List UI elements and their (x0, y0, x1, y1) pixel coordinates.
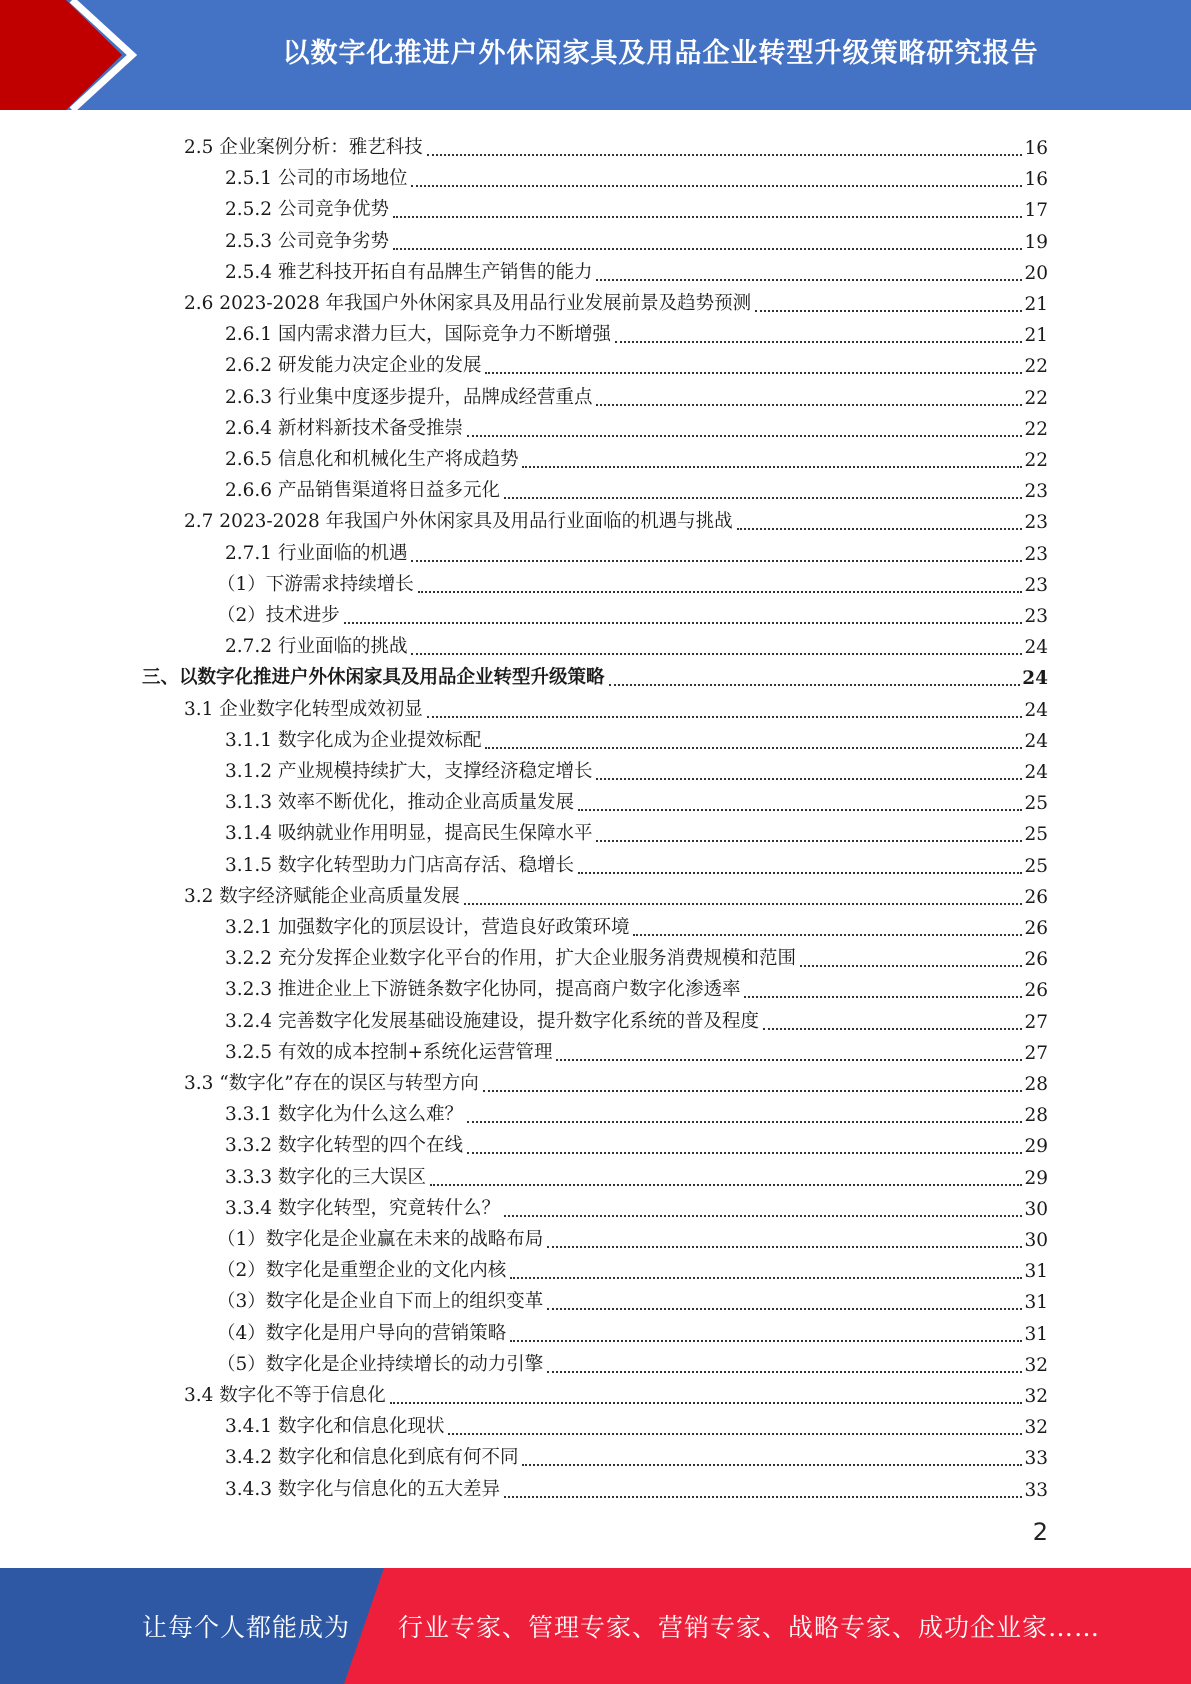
toc-entry-title: 2.5.3 公司竞争劣势 (225, 230, 389, 252)
toc-entry-title: 2.6.2 研发能力决定企业的发展 (225, 355, 482, 377)
toc-dot-leader (427, 134, 1023, 156)
toc-dot-leader (411, 633, 1022, 655)
toc-dot-leader (744, 976, 1022, 998)
toc-entry-page: 32 (1024, 1386, 1048, 1407)
toc-entry-page: 29 (1024, 1167, 1048, 1189)
toc-dot-leader (522, 1444, 1022, 1466)
toc-entry[interactable] (225, 534, 1048, 565)
toc-entry[interactable] (217, 1251, 1048, 1282)
toc-dot-leader (596, 820, 1022, 842)
toc-entry[interactable] (225, 1002, 1048, 1033)
toc-dot-leader (467, 1101, 1022, 1123)
toc-dot-leader (504, 1476, 1022, 1498)
toc-entry-title: （1）数字化是企业赢在未来的战略布局 (217, 1229, 544, 1250)
toc-entry-page: 23 (1024, 606, 1048, 627)
footer-slogan-left: 让每个人都能成为 (142, 1613, 351, 1642)
toc-dot-leader (411, 165, 1022, 187)
toc-entry-page: 31 (1024, 1323, 1048, 1345)
toc-entry-title: 2.5.4 雅艺科技开拓自有品牌生产销售的能力 (225, 261, 593, 283)
toc-entry-page: 22 (1024, 418, 1048, 440)
toc-entry[interactable] (225, 814, 1048, 845)
toc-entry[interactable] (217, 1314, 1048, 1345)
toc-entry-title: 2.7.1 行业面临的机遇 (225, 542, 408, 564)
toc-entry-title: 3.4.1 数字化和信息化现状 (225, 1416, 445, 1438)
toc-entry-title: （5）数字化是企业持续增长的动力引擎 (217, 1353, 544, 1375)
toc-dot-leader (344, 602, 1023, 624)
toc-entry-page: 25 (1024, 855, 1048, 877)
toc-entry-title: 2.5 企业案例分析：雅艺科技 (184, 137, 423, 158)
toc-dot-leader (633, 914, 1022, 936)
page-header (0, 0, 1191, 110)
toc-entry-title: 2.6.6 产品销售渠道将日益多元化 (225, 480, 500, 502)
toc-dot-leader (504, 1195, 1022, 1217)
toc-entry-page: 25 (1024, 793, 1048, 815)
toc-entry[interactable] (225, 783, 1048, 814)
toc-dot-leader (483, 1070, 1023, 1092)
toc-entry-page: 31 (1024, 1261, 1048, 1283)
toc-entry[interactable] (225, 253, 1048, 284)
toc-dot-leader (430, 1164, 1022, 1186)
toc-entry-page: 23 (1024, 574, 1048, 596)
toc-entry[interactable] (225, 1470, 1048, 1501)
toc-entry-title: 3.1.3 效率不断优化，推动企业高质量发展 (225, 792, 574, 814)
toc-entry-title: （1）下游需求持续增长 (217, 573, 414, 595)
toc-entry-page: 22 (1024, 387, 1048, 409)
toc-entry[interactable] (225, 721, 1048, 752)
toc-dot-leader (510, 1257, 1022, 1279)
toc-entry-page: 25 (1024, 824, 1048, 846)
toc-entry-page: 24 (1022, 668, 1048, 690)
toc-entry-page: 26 (1024, 918, 1048, 939)
toc-entry[interactable] (184, 877, 1048, 908)
toc-dot-leader (763, 1008, 1022, 1030)
toc-entry[interactable] (225, 1033, 1048, 1064)
toc-entry[interactable] (225, 409, 1048, 440)
report-title: 以数字化推进户外休闲家具及用品企业转型升级策略研究报告 (282, 37, 1039, 69)
toc-entry[interactable] (225, 970, 1048, 1001)
toc-dot-leader (393, 196, 1022, 218)
toc-entry-title: 3.2.5 有效的成本控制+系统化运营管理 (225, 1041, 553, 1063)
toc-entry-page: 27 (1024, 1042, 1048, 1064)
toc-entry-title: （4）数字化是用户导向的营销策略 (217, 1322, 507, 1344)
toc-dot-leader (547, 1288, 1022, 1310)
toc-entry-title: 3.2.2 充分发挥企业数字化平台的作用，扩大企业服务消费规模和范围 (225, 948, 796, 970)
toc-entry[interactable] (225, 190, 1048, 221)
toc-entry[interactable] (184, 1376, 1048, 1407)
toc-entry-page: 16 (1024, 169, 1048, 191)
toc-dot-leader (393, 228, 1022, 250)
toc-dot-leader (448, 1413, 1022, 1435)
toc-dot-leader (522, 446, 1022, 468)
toc-entry[interactable] (225, 346, 1048, 377)
toc-entry[interactable] (225, 1158, 1048, 1189)
toc-dot-leader (615, 321, 1022, 343)
toc-entry-title: 3.3.4 数字化转型，究竟转什么？ (225, 1197, 500, 1219)
toc-entry-page: 22 (1024, 356, 1048, 378)
toc-entry-page: 26 (1024, 949, 1048, 971)
toc-entry-page: 19 (1024, 231, 1048, 253)
toc-dot-leader (800, 945, 1022, 967)
toc-dot-leader (427, 696, 1023, 718)
toc-dot-leader (609, 664, 1021, 686)
toc-entry-page: 23 (1024, 512, 1048, 534)
toc-entry-title: 3.1.5 数字化转型助力门店高存活、稳增长 (225, 854, 574, 876)
toc-entry-page: 24 (1024, 762, 1048, 783)
toc-entry-title: 3.4.3 数字化与信息化的五大差异 (225, 1478, 500, 1500)
toc-entry-title: 2.5.1 公司的市场地位 (225, 168, 408, 190)
toc-entry-title: 3.1 企业数字化转型成效初显 (184, 698, 423, 720)
toc-entry-page: 32 (1024, 1354, 1048, 1376)
toc-entry[interactable] (184, 128, 1048, 159)
toc-entry-title: 2.7 2023-2028 年我国户外休闲家具及用品行业面临的机遇与挑战 (184, 511, 733, 533)
toc-entry[interactable] (225, 378, 1048, 409)
toc-entry[interactable] (225, 627, 1048, 658)
toc-entry-page: 22 (1024, 450, 1048, 471)
toc-entry-page: 28 (1024, 1105, 1048, 1127)
toc-entry-title: 3.1.1 数字化成为企业提效标配 (225, 729, 482, 751)
toc-entry-title: 3.3.2 数字化转型的四个在线 (225, 1135, 463, 1157)
toc-entry[interactable] (225, 1438, 1048, 1469)
toc-entry[interactable] (225, 1407, 1048, 1438)
toc-dot-leader (467, 415, 1022, 437)
toc-dot-leader (578, 789, 1022, 811)
toc-entry-page: 32 (1024, 1417, 1048, 1439)
toc-entry-title: 3.2.3 推进企业上下游链条数字化协同，提高商户数字化渗透率 (225, 979, 741, 1001)
toc-entry[interactable] (225, 159, 1048, 190)
toc-entry-page: 21 (1024, 325, 1048, 347)
toc-entry-page: 31 (1024, 1292, 1048, 1314)
toc-dot-leader (485, 352, 1022, 374)
toc-entry[interactable] (184, 284, 1048, 315)
footer-slogan-right: 行业专家、管理专家、营销专家、战略专家、成功企业家…… (398, 1613, 1101, 1642)
toc-entry[interactable] (184, 1064, 1048, 1095)
toc-dot-leader (578, 852, 1022, 874)
toc-entry[interactable] (184, 690, 1048, 721)
toc-entry[interactable] (225, 315, 1048, 346)
toc-entry-title: 3.3.1 数字化为什么这么难？ (225, 1104, 463, 1126)
toc-entry-page: 26 (1024, 980, 1048, 1002)
toc-entry-title: 3.4.2 数字化和信息化到底有何不同 (225, 1447, 519, 1469)
toc-entry-title: 3.2.1 加强数字化的顶层设计，营造良好政策环境 (225, 917, 630, 938)
toc-entry[interactable] (225, 1095, 1048, 1126)
toc-entry-page: 33 (1024, 1479, 1048, 1501)
toc-entry[interactable] (225, 908, 1048, 939)
toc-entry-page: 28 (1024, 1074, 1048, 1095)
toc-entry-page: 24 (1024, 730, 1048, 752)
toc-entry[interactable] (225, 440, 1048, 471)
toc-entry-title: 3.1.2 产业规模持续扩大，支撑经济稳定增长 (225, 761, 593, 782)
toc-entry-page: 21 (1024, 294, 1048, 315)
toc-entry[interactable] (217, 1282, 1048, 1313)
toc-entry[interactable] (225, 1189, 1048, 1220)
toc-entry-title: 3.4 数字化不等于信息化 (184, 1385, 386, 1406)
toc-entry[interactable] (225, 222, 1048, 253)
toc-entry[interactable] (225, 939, 1048, 970)
toc-entry[interactable] (217, 565, 1048, 596)
toc-entry-title: 2.6.4 新材料新技术备受推崇 (225, 417, 463, 439)
toc-dot-leader (418, 571, 1023, 593)
toc-entry-title: （3）数字化是企业自下而上的组织变革 (217, 1291, 544, 1313)
toc-entry[interactable] (217, 1220, 1048, 1251)
toc-entry-title: 2.6.5 信息化和机械化生产将成趋势 (225, 449, 519, 470)
toc-entry-page: 27 (1024, 1011, 1048, 1033)
toc-entry-title: （2）数字化是重塑企业的文化内核 (217, 1260, 507, 1282)
toc-entry-page: 20 (1024, 262, 1048, 284)
toc-entry-title: 2.7.2 行业面临的挑战 (225, 636, 408, 658)
toc-entry-page: 30 (1024, 1230, 1048, 1251)
toc-entry[interactable] (184, 502, 1048, 533)
toc-dot-leader (596, 758, 1022, 780)
toc-dot-leader (411, 540, 1022, 562)
toc-entry-title: 3.1.4 吸纳就业作用明显，提高民生保障水平 (225, 823, 593, 845)
toc-entry-title: （2）技术进步 (217, 605, 340, 626)
toc-dot-leader (547, 1226, 1022, 1248)
toc-entry[interactable] (142, 658, 1048, 689)
toc-dot-leader (485, 727, 1022, 749)
toc-entry-title: 2.6.1 国内需求潜力巨大，国际竞争力不断增强 (225, 324, 611, 346)
toc-dot-leader (467, 1132, 1022, 1154)
toc-entry-page: 16 (1024, 138, 1048, 159)
toc-entry-title: 3.2 数字经济赋能企业高质量发展 (184, 885, 460, 907)
toc-entry-title: 2.5.2 公司竞争优势 (225, 199, 389, 221)
toc-entry-page: 30 (1024, 1198, 1048, 1220)
toc-entry[interactable] (217, 1345, 1048, 1376)
toc-dot-leader (464, 883, 1023, 905)
toc-entry-page: 23 (1024, 481, 1048, 503)
toc-dot-leader (596, 259, 1022, 281)
toc-entry[interactable] (225, 471, 1048, 502)
toc-entry[interactable] (217, 596, 1048, 627)
toc-entry-page: 26 (1024, 886, 1048, 908)
toc-dot-leader (547, 1351, 1022, 1373)
toc-entry-page: 24 (1024, 699, 1048, 721)
toc-entry-title: 3.3 “数字化”存在的误区与转型方向 (184, 1073, 479, 1094)
toc-entry-page: 17 (1024, 200, 1048, 222)
toc-dot-leader (737, 508, 1023, 530)
toc-entry[interactable] (225, 1126, 1048, 1157)
toc-entry-title: 2.6.3 行业集中度逐步提升，品牌成经营重点 (225, 386, 593, 408)
page-number: 2 (1032, 1518, 1048, 1546)
toc-entry-page: 24 (1024, 637, 1048, 659)
toc-dot-leader (596, 384, 1022, 406)
toc-dot-leader (390, 1382, 1023, 1404)
toc-entry-title: 3.3.3 数字化的三大误区 (225, 1166, 426, 1188)
toc-dot-leader (556, 1039, 1022, 1061)
toc-entry-page: 29 (1024, 1136, 1048, 1158)
toc-dot-leader (755, 290, 1022, 312)
toc-entry-title: 2.6 2023-2028 年我国户外休闲家具及用品行业发展前景及趋势预测 (184, 293, 752, 314)
toc-entry-page: 33 (1024, 1448, 1048, 1470)
toc-entry[interactable] (225, 752, 1048, 783)
toc-entry[interactable] (225, 846, 1048, 877)
toc-entry-page: 23 (1024, 543, 1048, 565)
page-footer (0, 1568, 1191, 1684)
toc-entry-title: 3.2.4 完善数字化发展基础设施建设，提升数字化系统的普及程度 (225, 1010, 759, 1032)
toc-dot-leader (504, 477, 1022, 499)
toc-dot-leader (510, 1320, 1022, 1342)
toc-entry-title: 三、以数字化推进户外休闲家具及用品企业转型升级策略 (142, 667, 605, 689)
